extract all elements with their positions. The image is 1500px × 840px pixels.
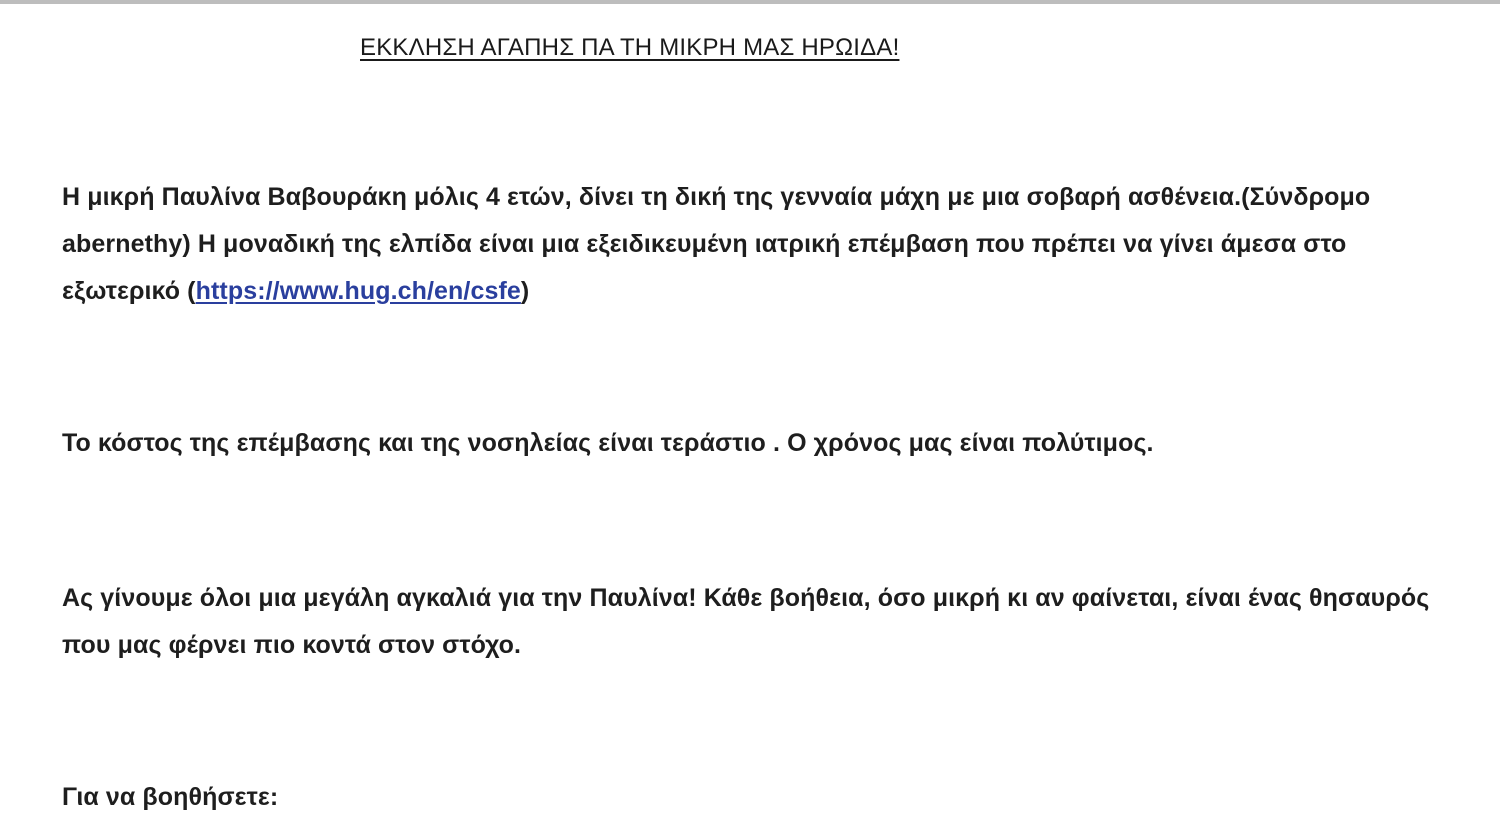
paragraph-intro-text: Η μικρή Παυλίνα Βαβουράκη μόλις 4 ετών, δίνει τη δική της γενναία μάχη με μια σοβαρή ασθένεια.(Σύνδρομο abernethy) Η μοναδική της ελπίδα είναι μια εξειδικευμένη ιατρική επέμβαση που πρέπει να γίνει άμεσα στο εξωτερικό (: [62, 183, 1371, 305]
paragraph-intro: [62, 174, 1452, 315]
hospital-link[interactable]: https://www.hug.ch/en/csfe: [195, 277, 521, 305]
paragraph-how-to-help: Για να βοηθήσετε:: [62, 783, 279, 811]
paragraph-appeal: Ας γίνουμε όλοι μια μεγάλη αγκαλιά για την Παυλίνα! Κάθε βοήθεια, όσο μικρή κι αν φαίνεται, είναι ένας θησαυρός που μας φέρνει πιο κοντά στον στόχο.: [62, 584, 1430, 659]
paragraph-cost: Το κόστος της επέμβασης και της νοσηλείας είναι τεράστιο . Ο χρόνος μας είναι πολύτιμος.: [62, 429, 1154, 457]
top-divider: [0, 0, 1500, 4]
document-title: ΕΚΚΛΗΣΗ ΑΓΑΠΗΣ ΠΑ ΤΗ ΜΙΚΡΗ ΜΑΣ ΗΡΩΙΔΑ!: [360, 34, 900, 61]
paragraph-intro-closing: ): [520, 277, 530, 305]
